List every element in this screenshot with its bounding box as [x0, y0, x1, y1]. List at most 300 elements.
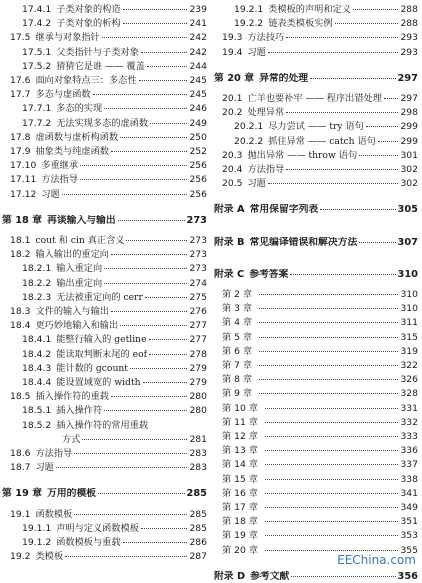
- page-number: 328: [400, 388, 418, 400]
- page-number: 256: [189, 160, 207, 172]
- toc-entry: [22, 420, 207, 432]
- entry-number: 第 8 章: [222, 374, 253, 386]
- entry-title: 面向对象特点三：多态性: [35, 75, 137, 86]
- entry-title: 函数模板: [35, 508, 73, 520]
- toc-entry: [222, 459, 418, 471]
- page-number: 250: [189, 131, 207, 143]
- dot-leader: [120, 325, 187, 326]
- entry-number: 第 2 章: [222, 289, 253, 300]
- page-number: 273: [186, 214, 207, 226]
- entry-number: 第 16 章: [222, 487, 258, 499]
- toc-entry: [222, 32, 418, 44]
- dot-leader: [310, 78, 396, 79]
- entry-number: 20.5: [222, 178, 243, 190]
- entry-number: 17.5.1: [22, 46, 52, 58]
- toc-entry: [222, 303, 418, 315]
- entry-title: 方法指导: [41, 174, 79, 186]
- entry-number: 19.2.1: [234, 4, 264, 15]
- entry-title: 类模板的声明和定义: [268, 4, 351, 15]
- entry-title: 插入操作符的常用重载: [56, 419, 149, 431]
- dot-leader: [145, 297, 188, 298]
- page-number: 333: [400, 431, 418, 442]
- page-number: 301: [400, 149, 418, 161]
- entry-number: 18.1: [10, 235, 31, 246]
- dot-leader: [118, 220, 185, 221]
- dot-leader: [149, 339, 188, 340]
- page-number: 310: [400, 289, 418, 300]
- dot-leader: [265, 507, 399, 508]
- entry-number: 17.4.2: [22, 18, 52, 30]
- entry-number: 第 14 章: [222, 459, 258, 471]
- entry-number: 18.3: [10, 306, 31, 317]
- dot-leader: [93, 94, 188, 95]
- toc-entry: [10, 235, 207, 247]
- entry-title: 多态与虚函数: [35, 89, 91, 101]
- page-number: 283: [189, 462, 207, 474]
- page-number: 279: [189, 377, 207, 388]
- toc-entry: [10, 249, 207, 261]
- entry-title: 抓住异常 —— catch 语句: [268, 135, 376, 147]
- entry-number: 20.2.2: [234, 135, 264, 147]
- toc-entry: [234, 121, 418, 133]
- dot-leader: [320, 209, 395, 210]
- page-number: 285: [186, 488, 207, 500]
- dot-leader: [384, 98, 399, 99]
- entry-title: 常见编译错误和解决方法: [249, 236, 358, 248]
- entry-number: 17.5.2: [22, 60, 52, 72]
- page-number: 322: [400, 360, 418, 371]
- page-number: 298: [400, 107, 418, 119]
- dot-leader: [265, 550, 399, 551]
- dot-leader: [265, 521, 399, 522]
- page-number: 273: [189, 263, 207, 275]
- entry-number: 第 4 章: [222, 317, 253, 329]
- page-number: 239: [189, 4, 207, 15]
- page-number: 305: [397, 204, 418, 216]
- entry-number: 20.1: [222, 93, 243, 104]
- entry-number: 18.4: [10, 320, 31, 332]
- dot-leader: [268, 183, 399, 184]
- toc-entry: [222, 417, 418, 429]
- entry-title: 能设置域宽的 width: [56, 377, 141, 388]
- page-number: 275: [189, 291, 207, 303]
- page-number: 241: [189, 18, 207, 30]
- entry-number: 19.3: [222, 32, 243, 44]
- entry-title: 参考答案: [249, 268, 289, 280]
- toc-entry: [10, 146, 207, 158]
- toc-entry: [234, 136, 418, 148]
- page-number: 281: [189, 433, 207, 445]
- dot-leader: [359, 155, 398, 156]
- toc-entry: [10, 189, 207, 201]
- page-number: 242: [189, 46, 207, 58]
- page-number: 302: [400, 164, 418, 175]
- entry-title: 更巧妙地输入和输出: [35, 320, 119, 332]
- dot-leader: [98, 493, 185, 494]
- dot-leader: [139, 80, 188, 81]
- dot-leader: [104, 268, 187, 269]
- page-number: 242: [189, 32, 207, 44]
- entry-title: 文件的输入与输出: [35, 306, 109, 317]
- dot-leader: [104, 108, 187, 109]
- toc-entry: [22, 4, 207, 16]
- dot-leader: [265, 535, 399, 536]
- page-number: 274: [189, 277, 207, 289]
- page-number: 280: [189, 405, 207, 417]
- entry-number: 19.1: [10, 508, 31, 520]
- toc-entry: [234, 18, 418, 30]
- page-number: 356: [397, 570, 418, 582]
- page-number: 310: [397, 268, 418, 280]
- toc-entry: [22, 349, 207, 361]
- page-number: 353: [400, 530, 418, 542]
- entry-title: 声明与定义函数模板: [56, 522, 139, 534]
- dot-leader: [359, 242, 395, 243]
- page-number: 288: [400, 4, 418, 15]
- entry-title: 链表类模板实例: [268, 18, 333, 30]
- entry-title: 父类指针与子类对象: [56, 46, 139, 58]
- dot-leader: [335, 23, 399, 24]
- entry-number: 17.10: [10, 160, 37, 172]
- toc-entry: [222, 374, 418, 386]
- toc-entry: [222, 150, 418, 162]
- toc-entry: [10, 160, 207, 172]
- entry-title: 能整行输入的 getline: [56, 334, 147, 346]
- entry-title: 习题: [35, 462, 54, 474]
- dot-leader: [80, 165, 187, 166]
- page-number: 256: [189, 174, 207, 186]
- entry-number: 17.7.1: [22, 103, 52, 115]
- entry-title: 插入操作符: [56, 405, 103, 417]
- page-number: 279: [189, 362, 207, 374]
- entry-number: 第 18 章: [2, 214, 43, 226]
- entry-number: 第 19 章: [2, 488, 43, 500]
- toc-entry: [222, 388, 418, 400]
- toc-entry: [234, 4, 418, 16]
- dot-leader: [65, 556, 187, 557]
- toc-entry: [222, 289, 418, 301]
- page-number: 273: [189, 249, 207, 261]
- dot-leader: [366, 126, 399, 127]
- entry-number: 20.2: [222, 107, 243, 119]
- dot-leader: [56, 467, 188, 468]
- toc-entry: [222, 164, 418, 176]
- page-number: 341: [400, 487, 418, 499]
- entry-title: 继承与对象指针: [35, 32, 100, 44]
- toc-entry: [222, 488, 418, 500]
- toc-entry: [10, 391, 207, 403]
- toc-entry: [22, 405, 207, 417]
- toc-entry: [10, 132, 207, 144]
- entry-number: 18.4.4: [22, 377, 52, 388]
- entry-title: 抛出异常 —— throw 语句: [247, 149, 358, 161]
- entry-title: 输入输出的重定向: [35, 249, 109, 261]
- entry-number: 20.3: [222, 149, 243, 161]
- dot-leader: [291, 576, 395, 577]
- toc-entry: [222, 445, 418, 457]
- page-number: 297: [400, 93, 418, 104]
- dot-leader: [149, 354, 187, 355]
- entry-number: 18.4.1: [22, 334, 52, 346]
- page-number: 288: [400, 18, 418, 30]
- page-number: 286: [189, 537, 207, 548]
- entry-number: 17.11: [10, 174, 37, 186]
- entry-number: 17.7: [10, 89, 31, 101]
- entry-number: 第 3 章: [222, 303, 253, 315]
- toc-entry: [222, 360, 418, 372]
- dot-leader: [265, 408, 399, 409]
- dot-leader: [259, 337, 398, 338]
- entry-number: 18.4.2: [22, 348, 52, 360]
- dot-leader: [259, 294, 398, 295]
- dot-leader: [104, 410, 187, 411]
- page-number: 273: [189, 235, 207, 246]
- dot-leader: [111, 396, 187, 397]
- toc-entry: [22, 377, 207, 389]
- page-number: 285: [189, 508, 207, 520]
- page-number: 280: [189, 391, 207, 403]
- entry-title: 异常的处理: [259, 72, 309, 84]
- entry-number: 17.9: [10, 146, 31, 157]
- entry-title: 子类对象的析构: [56, 18, 121, 30]
- toc-entry: [10, 32, 207, 44]
- entry-title: 子类对象的构造: [56, 4, 121, 15]
- page-number: 355: [400, 544, 418, 556]
- entry-number: 18.5: [10, 391, 31, 403]
- dot-leader: [290, 274, 395, 275]
- dot-leader: [286, 169, 398, 170]
- page-number: 285: [189, 522, 207, 534]
- toc-entry: [10, 75, 207, 87]
- toc-entry: [222, 93, 418, 105]
- page-number: 244: [189, 60, 207, 72]
- toc-entry: [22, 292, 207, 304]
- toc-entry: [62, 434, 207, 446]
- entry-number: 第 15 章: [222, 473, 258, 485]
- toc-entry: [22, 334, 207, 346]
- entry-number: 17.6: [10, 75, 31, 86]
- entry-number: 17.5: [10, 32, 31, 44]
- entry-number: 20.4: [222, 164, 243, 175]
- dot-leader: [265, 450, 399, 451]
- entry-title: 输入重定向: [56, 263, 103, 275]
- entry-number: 18.2.2: [22, 277, 52, 289]
- dot-leader: [265, 493, 399, 494]
- page-number: 283: [189, 448, 207, 459]
- entry-title: 习题: [247, 178, 266, 190]
- entry-title: cout 和 cin 真正含义: [35, 235, 125, 246]
- page-number: 293: [400, 46, 418, 58]
- toc-entry: [10, 462, 207, 474]
- toc-entry: [22, 363, 207, 375]
- entry-title: 多重继承: [41, 160, 79, 172]
- entry-number: 18.5.2: [22, 419, 52, 431]
- dot-leader: [62, 194, 188, 195]
- entry-title: 多态的实现: [56, 103, 103, 115]
- entry-number: 附录 D: [214, 570, 246, 582]
- toc-entry: [222, 178, 418, 190]
- page-number: 277: [189, 334, 207, 346]
- page-number: 299: [400, 121, 418, 133]
- entry-number: 18.7: [10, 462, 31, 474]
- entry-number: 18.2.1: [22, 263, 52, 275]
- entry-number: 17.4.1: [22, 4, 52, 15]
- entry-number: 附录 A: [214, 204, 245, 216]
- page-number: 277: [189, 320, 207, 332]
- entry-number: 17.7.2: [22, 117, 52, 129]
- entry-title: 输出重定向: [56, 277, 103, 289]
- page-number: 338: [400, 473, 418, 485]
- page-number: 287: [189, 551, 207, 563]
- entry-number: 第 13 章: [222, 445, 258, 457]
- dot-leader: [259, 308, 398, 309]
- entry-title: 亡羊也要补牢 —— 程序出错处理: [247, 93, 382, 104]
- toc-entry: [222, 530, 418, 542]
- dot-leader: [265, 479, 399, 480]
- toc-entry: [10, 448, 207, 460]
- toc-entry: [22, 47, 207, 59]
- toc-chapter: [214, 269, 418, 281]
- toc-entry: [10, 551, 207, 563]
- toc-entry: [222, 107, 418, 119]
- entry-number: 第 17 章: [222, 502, 258, 513]
- entry-title: 能读取判断末尾的 eof: [56, 348, 148, 360]
- toc-chapter: [214, 204, 418, 216]
- dot-leader: [150, 123, 187, 124]
- entry-number: 第 6 章: [222, 345, 253, 357]
- dot-leader: [286, 112, 398, 113]
- entry-title: 参考文献: [250, 570, 290, 582]
- dot-leader: [143, 382, 188, 383]
- entry-number: 18.2.3: [22, 291, 52, 303]
- entry-number: 附录 C: [214, 268, 245, 280]
- dot-leader: [265, 464, 399, 465]
- toc-entry: [22, 18, 207, 30]
- page-number: 315: [400, 331, 418, 343]
- page-number: 351: [400, 516, 418, 528]
- entry-title: 处理异常: [247, 107, 285, 119]
- entry-title: 猜猜它是谁 —— 覆盖: [56, 60, 145, 72]
- dot-leader: [80, 179, 187, 180]
- page-number: 331: [400, 402, 418, 414]
- entry-number: 18.5.1: [22, 405, 52, 417]
- toc-entry: [10, 320, 207, 332]
- dot-leader: [74, 514, 187, 515]
- toc-entry: [222, 346, 418, 358]
- dot-leader: [259, 365, 398, 366]
- toc-chapter: [214, 73, 418, 85]
- entry-title: 无法实现多态的虚函数: [56, 117, 149, 129]
- dot-leader: [286, 37, 398, 38]
- toc-chapter: [2, 488, 207, 500]
- toc-entry: [10, 306, 207, 318]
- entry-title: 万用的模板: [47, 488, 97, 500]
- dot-leader: [111, 151, 187, 152]
- entry-number: 第 20 章: [214, 72, 255, 84]
- dot-leader: [259, 322, 398, 323]
- page-number: 336: [400, 445, 418, 457]
- toc-entry: [222, 332, 418, 344]
- entry-title: 方式: [62, 433, 81, 445]
- entry-title: 插入操作符的重载: [35, 391, 109, 403]
- entry-title: 类模板: [35, 551, 64, 563]
- dot-leader: [130, 368, 187, 369]
- dot-leader: [378, 141, 399, 142]
- entry-number: 第 18 章: [222, 516, 258, 528]
- dot-leader: [123, 23, 188, 24]
- entry-number: 附录 B: [214, 236, 245, 248]
- dot-leader: [259, 393, 398, 394]
- toc-entry: [10, 89, 207, 101]
- dot-leader: [265, 436, 399, 437]
- page-number: 326: [400, 374, 418, 386]
- entry-number: 18.2: [10, 249, 31, 261]
- entry-title: 常用保留字列表: [249, 204, 319, 216]
- entry-number: 第 20 章: [222, 544, 258, 556]
- page-number: 297: [397, 72, 418, 84]
- toc-entry: [22, 278, 207, 290]
- page-number: 278: [189, 348, 207, 360]
- entry-number: 20.2.1: [234, 121, 264, 133]
- entry-number: 17.12: [10, 188, 37, 200]
- entry-title: 方法指导: [35, 448, 73, 459]
- dot-leader: [102, 37, 188, 38]
- toc-entry: [222, 317, 418, 329]
- toc-chapter: [214, 571, 418, 583]
- toc-entry: [10, 174, 207, 186]
- entry-number: 第 11 章: [222, 416, 258, 428]
- toc-chapter: [2, 215, 207, 227]
- dot-leader: [126, 240, 187, 241]
- toc-entry: [22, 263, 207, 275]
- page-number: 256: [189, 188, 207, 200]
- entry-title: 能计数的 gcount: [56, 362, 128, 374]
- toc-entry: [22, 118, 207, 130]
- entry-title: 尽力尝试 —— try 语句: [268, 121, 364, 133]
- page-number: 332: [400, 416, 418, 428]
- toc-entry: [222, 403, 418, 415]
- dot-leader: [147, 66, 188, 67]
- entry-title: 方法指导: [247, 164, 285, 175]
- entry-title: 习题: [41, 188, 60, 200]
- entry-title: 再谈输入与输出: [47, 214, 116, 226]
- entry-number: 17.8: [10, 131, 31, 143]
- toc-entry: [222, 516, 418, 528]
- dot-leader: [265, 422, 399, 423]
- toc-entry: [222, 474, 418, 486]
- entry-number: 19.2: [10, 551, 31, 563]
- page-number: 252: [189, 146, 207, 157]
- page-number: 302: [400, 178, 418, 190]
- entry-number: 19.4: [222, 46, 243, 58]
- entry-number: 第 12 章: [222, 431, 258, 442]
- toc-chapter: [214, 237, 418, 249]
- entry-number: 第 10 章: [222, 402, 258, 414]
- page-number: 246: [189, 103, 207, 115]
- entry-title: 无法被重定向的 cerr: [56, 291, 143, 303]
- dot-leader: [259, 351, 398, 352]
- entry-title: 虚函数与虚析构函数: [35, 131, 119, 143]
- entry-number: 第 7 章: [222, 360, 253, 371]
- page-number: 307: [397, 236, 418, 248]
- dot-leader: [104, 283, 187, 284]
- dot-leader: [111, 254, 187, 255]
- page-number: 310: [400, 303, 418, 315]
- toc-entry: [222, 502, 418, 514]
- dot-leader: [123, 9, 188, 10]
- toc-entry: [10, 509, 207, 521]
- toc-entry: [22, 537, 207, 549]
